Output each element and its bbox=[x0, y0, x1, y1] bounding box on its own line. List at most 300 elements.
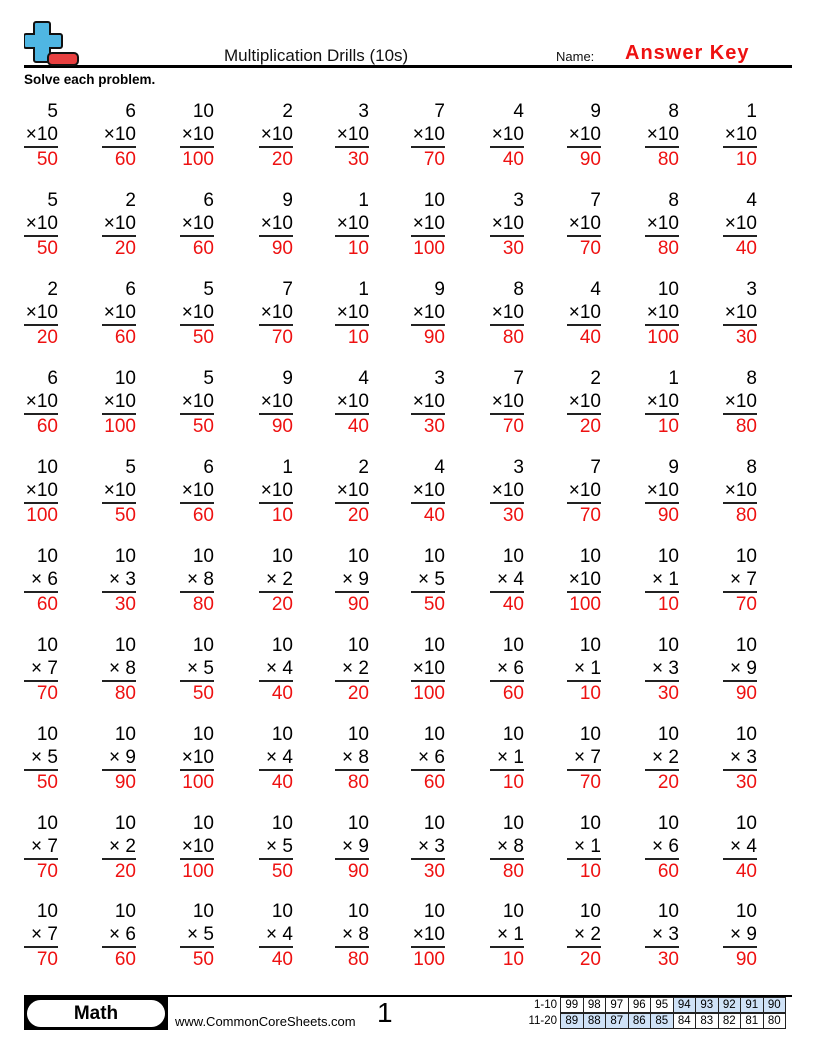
answer: 40 bbox=[502, 149, 524, 170]
multiplier: ×10 bbox=[723, 479, 757, 504]
problem bbox=[411, 634, 445, 705]
multiplier: × 2 bbox=[102, 835, 136, 860]
problem bbox=[411, 545, 445, 616]
multiplier: × 1 bbox=[645, 568, 679, 593]
multiplier: ×10 bbox=[490, 479, 524, 504]
multiplicand: 6 bbox=[125, 101, 136, 122]
multiplier: ×10 bbox=[24, 212, 58, 237]
multiplier: × 8 bbox=[102, 657, 136, 682]
multiplier: × 3 bbox=[723, 746, 757, 771]
answer: 30 bbox=[114, 594, 136, 615]
problem bbox=[645, 545, 679, 616]
name-label: Name: bbox=[556, 49, 595, 64]
multiplier: ×10 bbox=[335, 301, 369, 326]
problem-row bbox=[0, 456, 816, 536]
multiplier: ×10 bbox=[102, 301, 136, 326]
multiplier: ×10 bbox=[180, 212, 214, 237]
problem bbox=[259, 900, 293, 971]
score-row-label: 11-20 bbox=[528, 1015, 557, 1027]
multiplier: × 5 bbox=[180, 923, 214, 948]
answer: 30 bbox=[657, 683, 679, 704]
multiplicand: 10 bbox=[271, 901, 293, 922]
multiplier: × 6 bbox=[645, 835, 679, 860]
answer: 100 bbox=[569, 594, 601, 615]
multiplier: ×10 bbox=[567, 568, 601, 593]
multiplier: ×10 bbox=[335, 479, 369, 504]
multiplier: × 3 bbox=[102, 568, 136, 593]
problem bbox=[259, 723, 293, 794]
multiplier: ×10 bbox=[102, 390, 136, 415]
problem bbox=[102, 723, 136, 794]
multiplicand: 10 bbox=[735, 635, 757, 656]
answer: 90 bbox=[114, 772, 136, 793]
multiplicand: 10 bbox=[114, 368, 136, 389]
problem bbox=[180, 545, 214, 616]
multiplier: × 4 bbox=[259, 923, 293, 948]
multiplicand: 10 bbox=[423, 901, 445, 922]
multiplicand: 10 bbox=[735, 901, 757, 922]
multiplier: × 6 bbox=[490, 657, 524, 682]
multiplicand: 4 bbox=[746, 190, 757, 211]
problem bbox=[645, 723, 679, 794]
multiplier: × 3 bbox=[645, 657, 679, 682]
answer: 50 bbox=[192, 416, 214, 437]
multiplier: ×10 bbox=[490, 212, 524, 237]
multiplier: ×10 bbox=[411, 390, 445, 415]
multiplier: ×10 bbox=[723, 301, 757, 326]
multiplicand: 10 bbox=[271, 635, 293, 656]
multiplier: × 8 bbox=[490, 835, 524, 860]
multiplicand: 10 bbox=[271, 546, 293, 567]
multiplier: ×10 bbox=[102, 212, 136, 237]
multiplier: ×10 bbox=[567, 123, 601, 148]
answer: 80 bbox=[114, 683, 136, 704]
multiplicand: 6 bbox=[203, 190, 214, 211]
multiplicand: 1 bbox=[358, 190, 369, 211]
multiplicand: 5 bbox=[47, 190, 58, 211]
multiplicand: 10 bbox=[36, 546, 58, 567]
problem bbox=[335, 278, 369, 349]
multiplicand: 10 bbox=[192, 813, 214, 834]
multiplicand: 10 bbox=[36, 635, 58, 656]
multiplier: × 8 bbox=[335, 923, 369, 948]
problem bbox=[335, 100, 369, 171]
score-row-label: 1-10 bbox=[533, 999, 557, 1011]
multiplicand: 10 bbox=[657, 901, 679, 922]
multiplier: ×10 bbox=[490, 390, 524, 415]
multiplicand: 5 bbox=[47, 101, 58, 122]
multiplier: × 7 bbox=[24, 923, 58, 948]
multiplicand: 3 bbox=[513, 457, 524, 478]
multiplier: × 9 bbox=[723, 923, 757, 948]
multiplicand: 3 bbox=[434, 368, 445, 389]
multiplicand: 1 bbox=[358, 279, 369, 300]
answer: 20 bbox=[114, 861, 136, 882]
multiplicand: 7 bbox=[282, 279, 293, 300]
problem bbox=[411, 189, 445, 260]
answer: 80 bbox=[657, 149, 679, 170]
multiplier: ×10 bbox=[180, 301, 214, 326]
problem bbox=[180, 812, 214, 883]
problem bbox=[723, 812, 757, 883]
multiplicand: 10 bbox=[423, 546, 445, 567]
score-cell: 87 bbox=[605, 1013, 629, 1029]
problem bbox=[335, 545, 369, 616]
problem bbox=[567, 456, 601, 527]
answer: 40 bbox=[579, 327, 601, 348]
multiplicand: 10 bbox=[114, 813, 136, 834]
answer: 100 bbox=[182, 861, 214, 882]
problem bbox=[259, 634, 293, 705]
multiplicand: 10 bbox=[502, 813, 524, 834]
problem bbox=[335, 812, 369, 883]
answer: 10 bbox=[579, 683, 601, 704]
answer: 60 bbox=[114, 149, 136, 170]
multiplicand: 1 bbox=[282, 457, 293, 478]
score-cell: 96 bbox=[628, 997, 652, 1013]
multiplier: × 8 bbox=[180, 568, 214, 593]
problem bbox=[645, 278, 679, 349]
multiplicand: 10 bbox=[114, 724, 136, 745]
multiplier: × 5 bbox=[24, 746, 58, 771]
answer: 60 bbox=[36, 594, 58, 615]
problem bbox=[24, 900, 58, 971]
multiplier: × 5 bbox=[411, 568, 445, 593]
multiplicand: 3 bbox=[746, 279, 757, 300]
multiplier: × 8 bbox=[335, 746, 369, 771]
problem bbox=[24, 545, 58, 616]
multiplicand: 10 bbox=[192, 901, 214, 922]
multiplier: × 9 bbox=[723, 657, 757, 682]
multiplier: × 9 bbox=[335, 835, 369, 860]
answer: 60 bbox=[423, 772, 445, 793]
answer: 100 bbox=[647, 327, 679, 348]
multiplicand: 10 bbox=[114, 546, 136, 567]
problem bbox=[102, 545, 136, 616]
problem-row bbox=[0, 900, 816, 980]
problem bbox=[24, 812, 58, 883]
problem bbox=[723, 100, 757, 171]
multiplicand: 2 bbox=[47, 279, 58, 300]
problem-row bbox=[0, 545, 816, 625]
multiplicand: 10 bbox=[192, 635, 214, 656]
score-cell: 85 bbox=[650, 1013, 674, 1029]
score-cell: 98 bbox=[583, 997, 607, 1013]
answer: 40 bbox=[502, 594, 524, 615]
problem-row bbox=[0, 278, 816, 358]
problem bbox=[490, 545, 524, 616]
answer: 20 bbox=[36, 327, 58, 348]
problem bbox=[490, 634, 524, 705]
multiplicand: 6 bbox=[47, 368, 58, 389]
answer: 100 bbox=[182, 772, 214, 793]
problem bbox=[24, 456, 58, 527]
problem bbox=[490, 367, 524, 438]
problem bbox=[411, 100, 445, 171]
multiplier: ×10 bbox=[567, 212, 601, 237]
problem bbox=[567, 634, 601, 705]
score-cell: 92 bbox=[718, 997, 742, 1013]
multiplier: × 6 bbox=[102, 923, 136, 948]
multiplicand: 10 bbox=[347, 635, 369, 656]
answer: 40 bbox=[271, 949, 293, 970]
answer: 40 bbox=[423, 505, 445, 526]
multiplicand: 10 bbox=[657, 279, 679, 300]
multiplier: × 1 bbox=[567, 657, 601, 682]
multiplier: ×10 bbox=[411, 657, 445, 682]
subject-label: Math bbox=[27, 1000, 165, 1027]
answer: 80 bbox=[735, 416, 757, 437]
problem bbox=[102, 812, 136, 883]
multiplier: × 9 bbox=[102, 746, 136, 771]
problem bbox=[411, 278, 445, 349]
multiplicand: 10 bbox=[114, 901, 136, 922]
answer: 60 bbox=[192, 238, 214, 259]
problem bbox=[411, 900, 445, 971]
multiplier: ×10 bbox=[411, 923, 445, 948]
answer: 40 bbox=[735, 238, 757, 259]
answer: 90 bbox=[735, 949, 757, 970]
multiplicand: 4 bbox=[513, 101, 524, 122]
multiplicand: 4 bbox=[434, 457, 445, 478]
plus-minus-logo-icon bbox=[24, 20, 80, 68]
problem-row bbox=[0, 367, 816, 447]
answer: 70 bbox=[423, 149, 445, 170]
answer: 40 bbox=[271, 683, 293, 704]
multiplier: ×10 bbox=[180, 746, 214, 771]
answer: 40 bbox=[735, 861, 757, 882]
score-cell: 93 bbox=[695, 997, 719, 1013]
answer: 90 bbox=[735, 683, 757, 704]
problem-row bbox=[0, 189, 816, 269]
multiplier: × 6 bbox=[24, 568, 58, 593]
multiplicand: 10 bbox=[347, 901, 369, 922]
multiplier: ×10 bbox=[723, 390, 757, 415]
multiplier: × 3 bbox=[411, 835, 445, 860]
problem bbox=[102, 456, 136, 527]
problem bbox=[645, 189, 679, 260]
multiplier: × 1 bbox=[490, 746, 524, 771]
problem bbox=[102, 367, 136, 438]
multiplicand: 10 bbox=[579, 635, 601, 656]
score-cell: 94 bbox=[673, 997, 697, 1013]
multiplicand: 10 bbox=[579, 901, 601, 922]
multiplier: ×10 bbox=[180, 390, 214, 415]
problem bbox=[645, 900, 679, 971]
problem bbox=[259, 545, 293, 616]
answer: 70 bbox=[579, 238, 601, 259]
score-cell: 81 bbox=[740, 1013, 764, 1029]
problem bbox=[335, 456, 369, 527]
multiplicand: 8 bbox=[513, 279, 524, 300]
multiplicand: 10 bbox=[192, 101, 214, 122]
answer: 10 bbox=[347, 327, 369, 348]
problem-row bbox=[0, 100, 816, 180]
multiplier: ×10 bbox=[567, 390, 601, 415]
multiplicand: 10 bbox=[657, 546, 679, 567]
multiplicand: 10 bbox=[347, 724, 369, 745]
multiplicand: 10 bbox=[423, 813, 445, 834]
answer: 60 bbox=[114, 327, 136, 348]
multiplicand: 10 bbox=[657, 635, 679, 656]
answer: 80 bbox=[657, 238, 679, 259]
instructions: Solve each problem. bbox=[24, 72, 156, 87]
answer: 10 bbox=[657, 416, 679, 437]
answer: 30 bbox=[347, 149, 369, 170]
multiplicand: 5 bbox=[203, 279, 214, 300]
multiplier: ×10 bbox=[645, 390, 679, 415]
answer: 50 bbox=[114, 505, 136, 526]
multiplier: ×10 bbox=[567, 301, 601, 326]
multiplicand: 10 bbox=[114, 635, 136, 656]
multiplier: ×10 bbox=[411, 123, 445, 148]
answer: 80 bbox=[347, 772, 369, 793]
multiplier: ×10 bbox=[490, 301, 524, 326]
problem bbox=[645, 100, 679, 171]
answer: 30 bbox=[423, 861, 445, 882]
multiplicand: 10 bbox=[36, 724, 58, 745]
multiplier: × 1 bbox=[567, 835, 601, 860]
multiplicand: 2 bbox=[125, 190, 136, 211]
problem bbox=[102, 189, 136, 260]
multiplicand: 10 bbox=[579, 724, 601, 745]
multiplier: × 4 bbox=[259, 657, 293, 682]
multiplier: × 1 bbox=[490, 923, 524, 948]
answer: 70 bbox=[36, 683, 58, 704]
multiplicand: 10 bbox=[423, 190, 445, 211]
multiplier: ×10 bbox=[259, 123, 293, 148]
multiplier: ×10 bbox=[335, 212, 369, 237]
multiplier: ×10 bbox=[335, 123, 369, 148]
answer: 90 bbox=[423, 327, 445, 348]
answer: 10 bbox=[502, 949, 524, 970]
multiplicand: 10 bbox=[36, 901, 58, 922]
answer: 50 bbox=[271, 861, 293, 882]
multiplier: ×10 bbox=[490, 123, 524, 148]
answer: 80 bbox=[502, 861, 524, 882]
multiplier: × 3 bbox=[645, 923, 679, 948]
multiplicand: 10 bbox=[502, 901, 524, 922]
problem bbox=[567, 812, 601, 883]
answer: 60 bbox=[114, 949, 136, 970]
problem bbox=[335, 634, 369, 705]
multiplicand: 10 bbox=[36, 457, 58, 478]
problem bbox=[723, 189, 757, 260]
multiplier: ×10 bbox=[180, 123, 214, 148]
multiplier: ×10 bbox=[180, 479, 214, 504]
answer: 30 bbox=[502, 238, 524, 259]
problem bbox=[102, 100, 136, 171]
problem bbox=[259, 456, 293, 527]
problem bbox=[180, 634, 214, 705]
multiplicand: 7 bbox=[590, 457, 601, 478]
problem-row bbox=[0, 723, 816, 803]
answer: 50 bbox=[36, 238, 58, 259]
multiplier: ×10 bbox=[411, 301, 445, 326]
problem bbox=[180, 100, 214, 171]
multiplier: ×10 bbox=[24, 123, 58, 148]
answer: 50 bbox=[192, 327, 214, 348]
multiplicand: 9 bbox=[282, 190, 293, 211]
multiplicand: 10 bbox=[735, 813, 757, 834]
multiplier: × 4 bbox=[723, 835, 757, 860]
multiplier: ×10 bbox=[102, 479, 136, 504]
multiplier: ×10 bbox=[180, 835, 214, 860]
answer: 60 bbox=[36, 416, 58, 437]
answer: 60 bbox=[502, 683, 524, 704]
multiplicand: 10 bbox=[36, 813, 58, 834]
score-cell: 88 bbox=[583, 1013, 607, 1029]
score-cell: 97 bbox=[605, 997, 629, 1013]
answer: 20 bbox=[271, 594, 293, 615]
problem bbox=[180, 189, 214, 260]
problem bbox=[723, 367, 757, 438]
answer: 80 bbox=[502, 327, 524, 348]
problem bbox=[335, 900, 369, 971]
problem bbox=[490, 723, 524, 794]
score-table bbox=[505, 997, 786, 1029]
answer: 50 bbox=[192, 949, 214, 970]
problem bbox=[645, 634, 679, 705]
problem bbox=[490, 278, 524, 349]
answer: 20 bbox=[347, 683, 369, 704]
answer: 20 bbox=[579, 416, 601, 437]
multiplicand: 10 bbox=[423, 724, 445, 745]
problem bbox=[645, 456, 679, 527]
problem bbox=[180, 723, 214, 794]
multiplicand: 7 bbox=[513, 368, 524, 389]
answer: 100 bbox=[413, 683, 445, 704]
multiplicand: 10 bbox=[657, 724, 679, 745]
answer: 90 bbox=[347, 594, 369, 615]
multiplier: ×10 bbox=[259, 479, 293, 504]
problem bbox=[567, 189, 601, 260]
problem bbox=[259, 367, 293, 438]
problem-row bbox=[0, 634, 816, 714]
answer: 80 bbox=[347, 949, 369, 970]
problem bbox=[567, 545, 601, 616]
answer: 100 bbox=[413, 949, 445, 970]
multiplicand: 6 bbox=[203, 457, 214, 478]
problem bbox=[723, 723, 757, 794]
multiplicand: 10 bbox=[271, 724, 293, 745]
multiplicand: 8 bbox=[668, 101, 679, 122]
problem bbox=[567, 723, 601, 794]
answer: 70 bbox=[271, 327, 293, 348]
answer: 70 bbox=[579, 505, 601, 526]
answer: 10 bbox=[502, 772, 524, 793]
answer: 30 bbox=[735, 772, 757, 793]
multiplier: × 9 bbox=[335, 568, 369, 593]
multiplicand: 4 bbox=[590, 279, 601, 300]
answer: 30 bbox=[502, 505, 524, 526]
problem bbox=[180, 900, 214, 971]
answer: 20 bbox=[347, 505, 369, 526]
answer: 50 bbox=[36, 149, 58, 170]
multiplicand: 8 bbox=[668, 190, 679, 211]
multiplier: ×10 bbox=[567, 479, 601, 504]
problem-row bbox=[0, 812, 816, 892]
multiplier: ×10 bbox=[645, 301, 679, 326]
answer: 90 bbox=[271, 238, 293, 259]
answer: 20 bbox=[271, 149, 293, 170]
multiplicand: 10 bbox=[579, 546, 601, 567]
answer: 20 bbox=[114, 238, 136, 259]
answer: 60 bbox=[192, 505, 214, 526]
multiplier: × 2 bbox=[335, 657, 369, 682]
multiplier: × 2 bbox=[259, 568, 293, 593]
multiplicand: 5 bbox=[125, 457, 136, 478]
